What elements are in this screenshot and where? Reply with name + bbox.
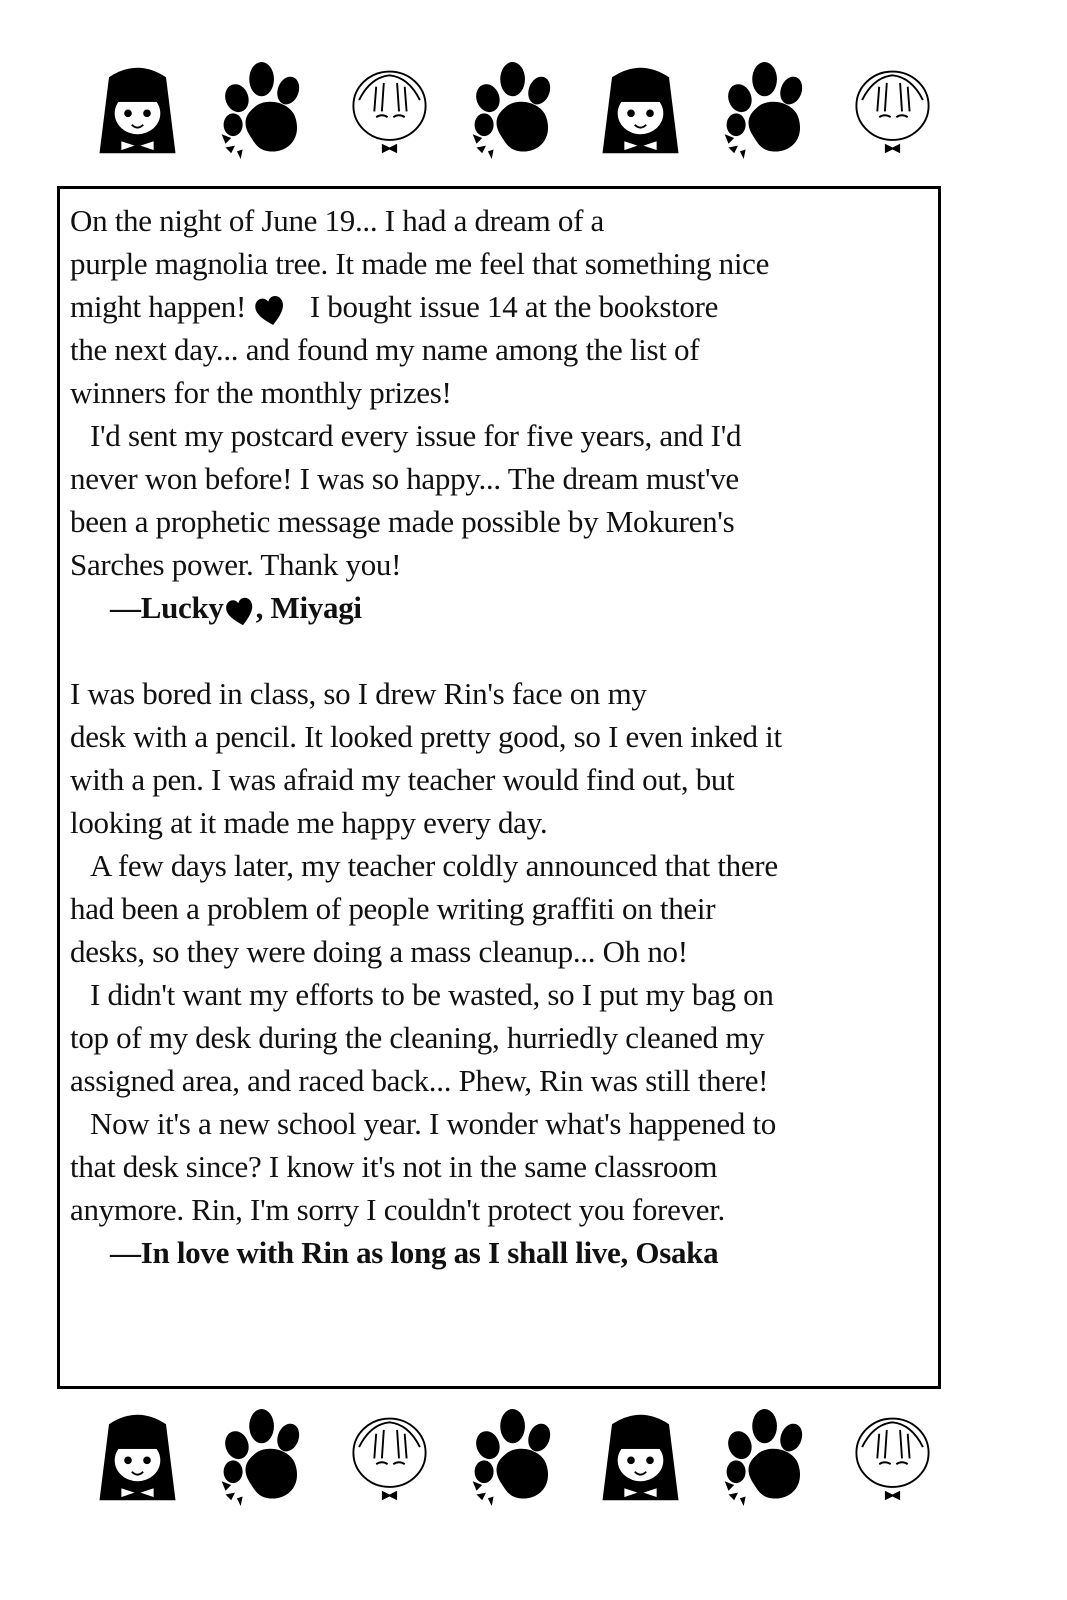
paw-print-icon [211,58,316,163]
boy-winking-icon [840,58,945,163]
top-decoration-row [85,55,945,165]
letter-line: looking at it made me happy every day. [70,805,548,840]
letters-content [70,199,930,1274]
paw-print-icon [714,1405,819,1510]
boy-shy-icon [337,58,442,163]
letter-line: desks, so they were doing a mass cleanup... Oh no! [70,934,688,969]
paw-print-icon [462,1405,567,1510]
letter-line: Now it's a new school year. I wonder what's happened to [90,1106,776,1141]
letter-line: never won before! I was so happy... The dream must've [70,461,739,496]
letter-separator [70,629,930,672]
letter-line: I didn't want my efforts to be wasted, so I put my bag on [90,977,774,1012]
letter-line: anymore. Rin, I'm sorry I couldn't protect you forever. [70,1192,725,1227]
letter-line: the next day... and found my name among the list of [70,332,700,367]
letter-line: A few days later, my teacher coldly announced that there [90,848,778,883]
letter-line: purple magnolia tree. It made me feel that something nice [70,246,770,281]
letter-line: had been a problem of people writing graffiti on their [70,891,716,926]
heart-icon [224,595,256,627]
letter-line: On the night of June 19... I had a dream of a [70,203,605,238]
heart-icon [253,293,287,327]
letter-line: assigned area, and raced back... Phew, Rin was still there! [70,1063,769,1098]
letter-line: top of my desk during the cleaning, hurriedly cleaned my [70,1020,765,1055]
girl-smiling-icon [588,1405,693,1510]
letter-line: desk with a pencil. It looked pretty good, so I even inked it [70,719,782,754]
paw-print-icon [462,58,567,163]
letter-line: that desk since? I know it's not in the same classroom [70,1149,718,1184]
bottom-decoration-row [85,1402,945,1512]
letter-line: been a prophetic message made possible by Mokuren's [70,504,735,539]
letter-signature: —Lucky , Miyagi [70,586,930,629]
boy-winking-icon [840,1405,945,1510]
letter-line: I'd sent my postcard every issue for five years, and I'd [90,418,742,453]
paw-print-icon [211,1405,316,1510]
letter-line: Sarches power. Thank you! [70,547,402,582]
letter-line: might happen! I bought issue 14 at the bookstore [70,285,930,328]
paw-print-icon [714,58,819,163]
letter-signature: —In love with Rin as long as I shall live, Osaka [110,1235,719,1270]
girl-happy-icon [85,58,190,163]
letter-line: I was bored in class, so I drew Rin's face on my [70,676,647,711]
letter-line: winners for the monthly prizes! [70,375,452,410]
letters-box [57,186,941,1389]
girl-smiling-icon [588,58,693,163]
boy-shy-icon [337,1405,442,1510]
girl-happy-icon [85,1405,190,1510]
letter-line: with a pen. I was afraid my teacher would find out, but [70,762,735,797]
